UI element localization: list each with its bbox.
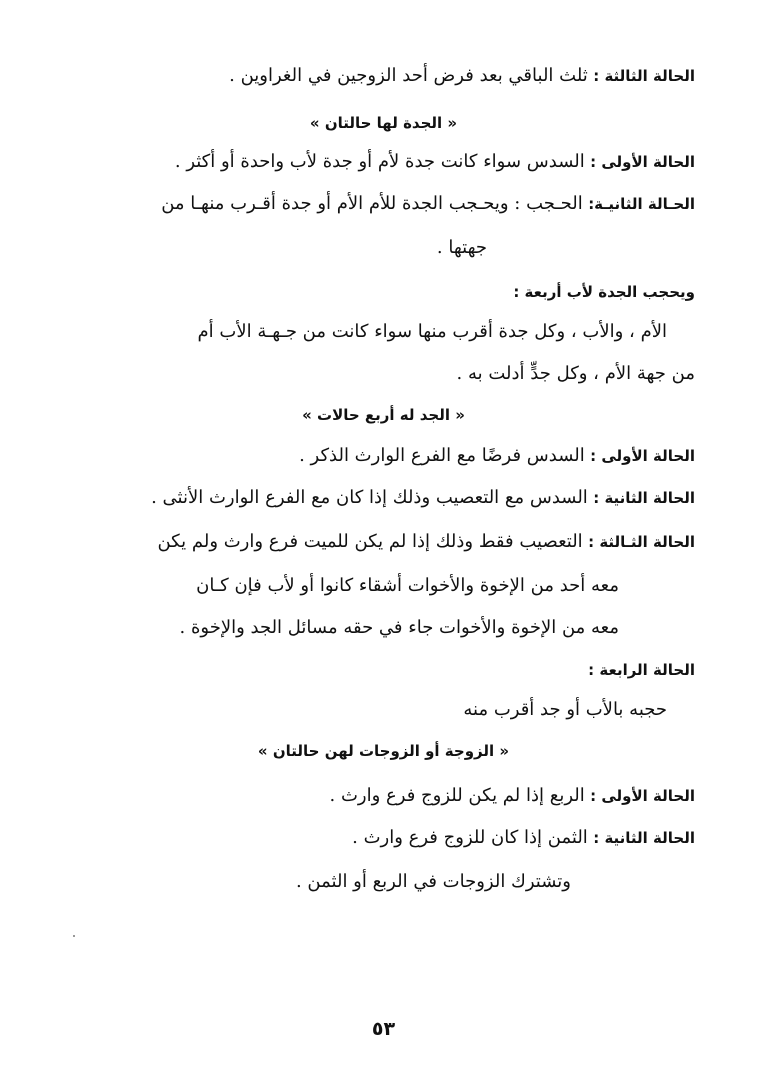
paragraph-text: الأم ، والأب ، وكل جدة أقرب منها سواء كانت من جـهـة الأب أم [197, 321, 667, 342]
case-label: الحالة الرابعة : [588, 661, 695, 679]
case-text: الربع إذا لم يكن للزوج فرع وارث . [329, 785, 585, 806]
line-grandfather-case-four-text [70, 698, 667, 722]
line-grandmother-case-two [70, 192, 695, 216]
scan-speck [73, 935, 75, 937]
case-label: الحالة الثـالثة : [588, 533, 695, 551]
line-blockers-cont [70, 362, 695, 386]
case-label: الحالة الثانية : [593, 489, 695, 507]
continuation-text: جهتها . [436, 237, 487, 258]
case-text: الثمن إذا كان للزوج فرع وارث . [352, 827, 588, 848]
line-wives-share [70, 870, 571, 894]
paragraph-text: معه أحد من الإخوة والأخوات أشقاء كانوا أو لأب فإن كـان [196, 575, 619, 596]
case-text: التعصيب فقط وذلك إذا لم يكن للميت فرع وارث ولم يكن [157, 531, 583, 552]
line-grandfather-case-three-cont1 [70, 574, 619, 598]
line-case-three [70, 64, 695, 88]
case-text: السدس سواء كانت جدة لأم أو جدة لأب واحدة أو أكثر . [174, 151, 585, 172]
case-text: السدس مع التعصيب وذلك إذا كان مع الفرع الوارث الأنثى . [151, 487, 588, 508]
line-grandfather-case-one [70, 444, 695, 468]
paragraph-text: وتشترك الزوجات في الربع أو الثمن . [295, 871, 571, 892]
line-grandfather-case-four [70, 658, 695, 682]
heading-wives: « الزوجة أو الزوجات لهن حالتان » [257, 742, 510, 760]
heading-grandmother: « الجدة لها حالتان » [309, 114, 458, 132]
case-label: الحالة الأولى : [590, 787, 695, 805]
case-text: الحـجب : ويحـجب الجدة للأم الأم أو جدة أقـرب منهـا من [161, 193, 583, 214]
case-label: الحـالة الثانيـة: [588, 195, 695, 213]
heading-grandfather: « الجد له أربع حالات » [302, 406, 465, 424]
case-label: الحالة الثالثة : [593, 67, 695, 85]
line-wives-case-two [70, 826, 695, 850]
line-grandmother-case-one [70, 150, 695, 174]
case-label: الحالة الثانية : [593, 829, 695, 847]
paragraph-text: معه من الإخوة والأخوات جاء في حقه مسائل الجد والإخوة . [179, 617, 619, 638]
subheading-label: ويحجب الجدة لأب أربعة : [513, 283, 695, 301]
line-wives-case-one [70, 784, 695, 808]
line-grandfather-case-two [70, 486, 695, 510]
line-continuation [70, 236, 487, 260]
paragraph-text: من جهة الأم ، وكل جدٍّ أدلت به . [456, 363, 695, 384]
case-text: السدس فرضًا مع الفرع الوارث الذكر . [299, 445, 585, 466]
case-label: الحالة الأولى : [590, 447, 695, 465]
paragraph-text: حجبه بالأب أو جد أقرب منه [463, 699, 667, 720]
line-blockers [70, 320, 667, 344]
line-grandfather-case-three-cont2 [70, 616, 619, 640]
page-number: ٥٣ [371, 1018, 396, 1040]
case-label: الحالة الأولى : [590, 153, 695, 171]
line-paternal-grandmother-heading [70, 280, 695, 304]
line-grandfather-case-three [70, 530, 695, 554]
case-text: ثلث الباقي بعد فرض أحد الزوجين في الغراوين . [229, 65, 588, 86]
